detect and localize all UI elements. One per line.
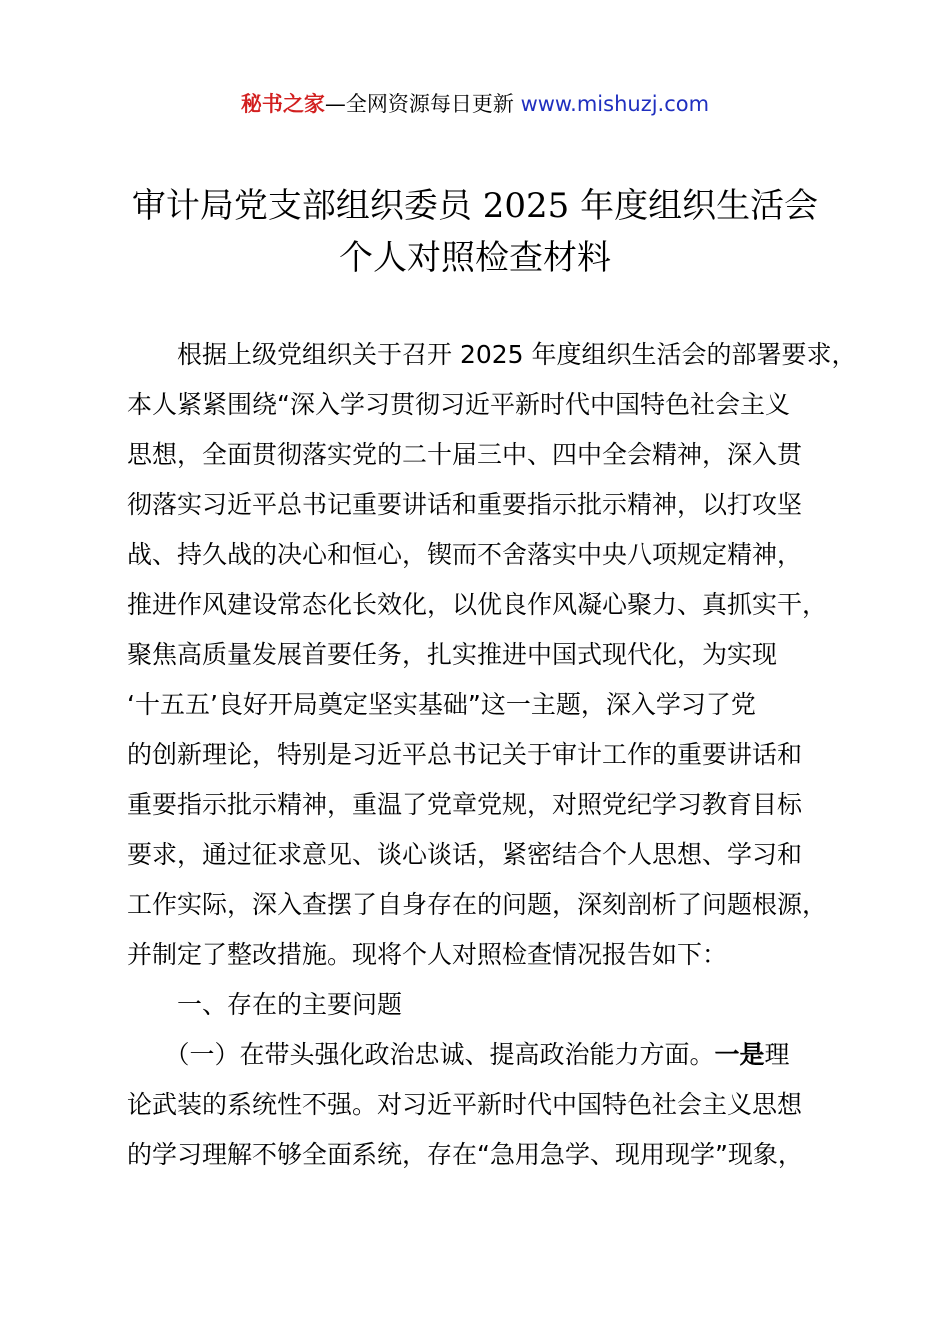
intro-line: 聚焦高质量发展首要任务，扎实推进中国式现代化，为实现 (127, 640, 778, 669)
document-body (127, 330, 857, 1180)
item-1-line: 的学习理解不够全面系统，存在“急用急学、现用现学”现象， (127, 1140, 803, 1169)
section-1-heading: 一、存在的主要问题 (127, 990, 403, 1019)
intro-line: 根据上级党组织关于召开 2025 年度组织生活会的部署要求， (127, 340, 857, 369)
intro-line: 要求，通过征求意见、谈心谈话，紧密结合个人思想、学习和 (127, 840, 803, 869)
item-1-rest: 理 (764, 1040, 790, 1069)
item-1-paragraph (127, 1030, 857, 1180)
section-heading (127, 980, 857, 1030)
intro-line: 彻落实习近平总书记重要讲话和重要指示批示精神，以打攻坚 (127, 490, 803, 519)
header-tagline: —全网资源每日更新 (324, 92, 521, 116)
intro-paragraph (127, 330, 857, 980)
intro-line: 的创新理论，特别是习近平总书记关于审计工作的重要讲话和 (127, 740, 803, 769)
document-title (60, 180, 890, 284)
item-1-first-line (127, 1030, 857, 1080)
title-line-2: 个人对照检查材料 (339, 238, 611, 278)
item-1-lead: （一）在带头强化政治忠诚、提高政治能力方面。 (127, 1040, 715, 1069)
item-1-line: 论武装的系统性不强。对习近平新时代中国特色社会主义思想 (127, 1090, 803, 1119)
intro-line: 本人紧紧围绕“深入学习贯彻习近平新时代中国特色社会主义 (127, 390, 790, 419)
item-1-bold-marker: 一是 (714, 1040, 765, 1069)
intro-line: 工作实际，深入查摆了自身存在的问题，深刻剖析了问题根源， (127, 890, 828, 919)
brand-name: 秘书之家 (240, 92, 325, 116)
intro-line: 并制定了整改措施。现将个人对照检查情况报告如下： (127, 940, 728, 969)
intro-line: 重要指示批示精神，重温了党章党规，对照党纪学习教育目标 (127, 790, 803, 819)
intro-line: 战、持久战的决心和恒心，锲而不舍落实中央八项规定精神， (127, 540, 803, 569)
site-header (0, 88, 950, 120)
intro-line: 思想，全面贯彻落实党的二十届三中、四中全会精神，深入贯 (127, 440, 803, 469)
intro-line: ‘十五五’良好开局奠定坚实基础”这一主题，深入学习了党 (127, 690, 756, 719)
title-line-1: 审计局党支部组织委员 2025 年度组织生活会 (131, 186, 819, 226)
intro-line: 推进作风建设常态化长效化，以优良作风凝心聚力、真抓实干， (127, 590, 828, 619)
site-url-link[interactable]: www.mishuzj.com (520, 92, 710, 116)
